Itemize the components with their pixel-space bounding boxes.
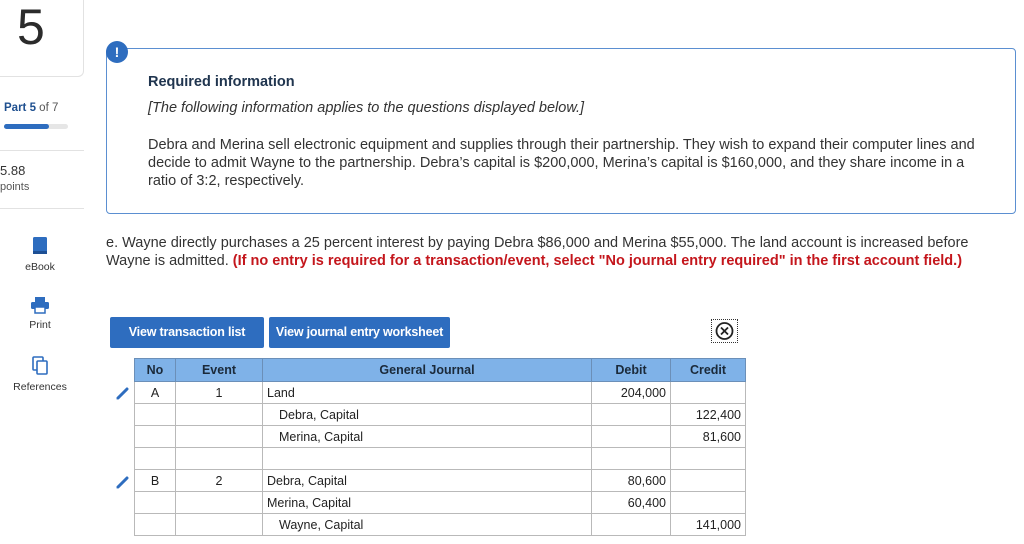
- event-cell: [176, 448, 263, 470]
- entry-no-cell: [135, 426, 176, 448]
- journal-table: [134, 358, 746, 536]
- question-instruction: (If no entry is required for a transaction/event, select "No journal entry required" in the first account field.): [232, 253, 963, 269]
- references-icon: [31, 356, 49, 376]
- debit-cell: [592, 448, 671, 470]
- table-row: [135, 470, 746, 492]
- header-general-journal: General Journal: [263, 359, 592, 382]
- journal-table-body: [135, 382, 746, 536]
- account-cell: Land: [263, 382, 592, 404]
- event-cell: 2: [176, 470, 263, 492]
- ebook-button[interactable]: [0, 236, 80, 273]
- part-label: Part 5: [4, 102, 36, 114]
- header-debit: Debit: [592, 359, 671, 382]
- points-value: 5.88: [0, 163, 26, 178]
- account-cell: [263, 448, 592, 470]
- printer-icon: [30, 296, 50, 314]
- account-cell: Merina, Capital: [263, 492, 592, 514]
- view-transaction-list-button[interactable]: View transaction list: [110, 317, 264, 348]
- entry-no-cell: A: [135, 382, 176, 404]
- left-rail: [0, 0, 84, 544]
- print-label: Print: [29, 319, 51, 331]
- credit-cell: [671, 382, 746, 404]
- header-credit: Credit: [671, 359, 746, 382]
- credit-cell: 81,600: [671, 426, 746, 448]
- table-header-row: [135, 359, 746, 382]
- header-event: Event: [176, 359, 263, 382]
- credit-cell: [671, 492, 746, 514]
- references-button[interactable]: [0, 356, 80, 393]
- entry-no-cell: [135, 514, 176, 536]
- part-progress-fill: [4, 124, 49, 129]
- close-button[interactable]: [711, 319, 738, 343]
- book-icon: [31, 236, 49, 256]
- part-indicator: [4, 102, 58, 114]
- rail-divider: [0, 208, 84, 209]
- edit-entry-a-pencil-icon[interactable]: [115, 385, 131, 401]
- entry-no-cell: [135, 492, 176, 514]
- ebook-label: eBook: [25, 261, 55, 273]
- info-title: Required information: [148, 74, 295, 90]
- close-circle-icon: [712, 320, 737, 342]
- debit-cell: 80,600: [592, 470, 671, 492]
- account-cell: Debra, Capital: [263, 404, 592, 426]
- table-row: [135, 382, 746, 404]
- view-journal-entry-worksheet-button[interactable]: View journal entry worksheet: [269, 317, 450, 348]
- event-cell: [176, 426, 263, 448]
- part-progress-bar: [4, 124, 68, 129]
- info-body: Debra and Merina sell electronic equipment and supplies through their partnership. They wish to expand their computer lines and decide to admit Wayne to the partnership. Debra’s capital is $200,000, Merina’s capital is $160,000, and they share income in a ratio of 3:2, respectively.: [148, 137, 975, 189]
- credit-cell: [671, 470, 746, 492]
- table-row: [135, 448, 746, 470]
- question-text: [106, 234, 1006, 270]
- event-cell: 1: [176, 382, 263, 404]
- credit-cell: 122,400: [671, 404, 746, 426]
- entry-no-cell: B: [135, 470, 176, 492]
- info-note: [The following information applies to the questions displayed below.]: [148, 100, 585, 116]
- account-cell: Wayne, Capital: [263, 514, 592, 536]
- part-of-label: of 7: [39, 102, 59, 114]
- header-no: No: [135, 359, 176, 382]
- question-prompt: e. Wayne directly purchases a 25 percent interest by paying Debra $86,000 and Merina $55,000. The land account is increased before Wayne is admitted.: [106, 235, 969, 269]
- entry-no-cell: [135, 448, 176, 470]
- entry-no-cell: [135, 404, 176, 426]
- event-cell: [176, 492, 263, 514]
- table-row: [135, 492, 746, 514]
- alert-icon: !: [106, 41, 128, 63]
- rail-divider: [0, 150, 84, 151]
- event-cell: [176, 404, 263, 426]
- debit-cell: 204,000: [592, 382, 671, 404]
- table-row: [135, 514, 746, 536]
- table-row: [135, 426, 746, 448]
- question-number-box: [0, 0, 84, 77]
- account-cell: Merina, Capital: [263, 426, 592, 448]
- points-label: points: [0, 181, 30, 193]
- credit-cell: [671, 448, 746, 470]
- print-button[interactable]: [0, 296, 80, 331]
- event-cell: [176, 514, 263, 536]
- debit-cell: 60,400: [592, 492, 671, 514]
- account-cell: Debra, Capital: [263, 470, 592, 492]
- debit-cell: [592, 426, 671, 448]
- table-row: [135, 404, 746, 426]
- credit-cell: 141,000: [671, 514, 746, 536]
- edit-entry-b-pencil-icon[interactable]: [115, 474, 131, 490]
- references-label: References: [13, 381, 67, 393]
- question-number: 5: [17, 0, 45, 55]
- debit-cell: [592, 514, 671, 536]
- debit-cell: [592, 404, 671, 426]
